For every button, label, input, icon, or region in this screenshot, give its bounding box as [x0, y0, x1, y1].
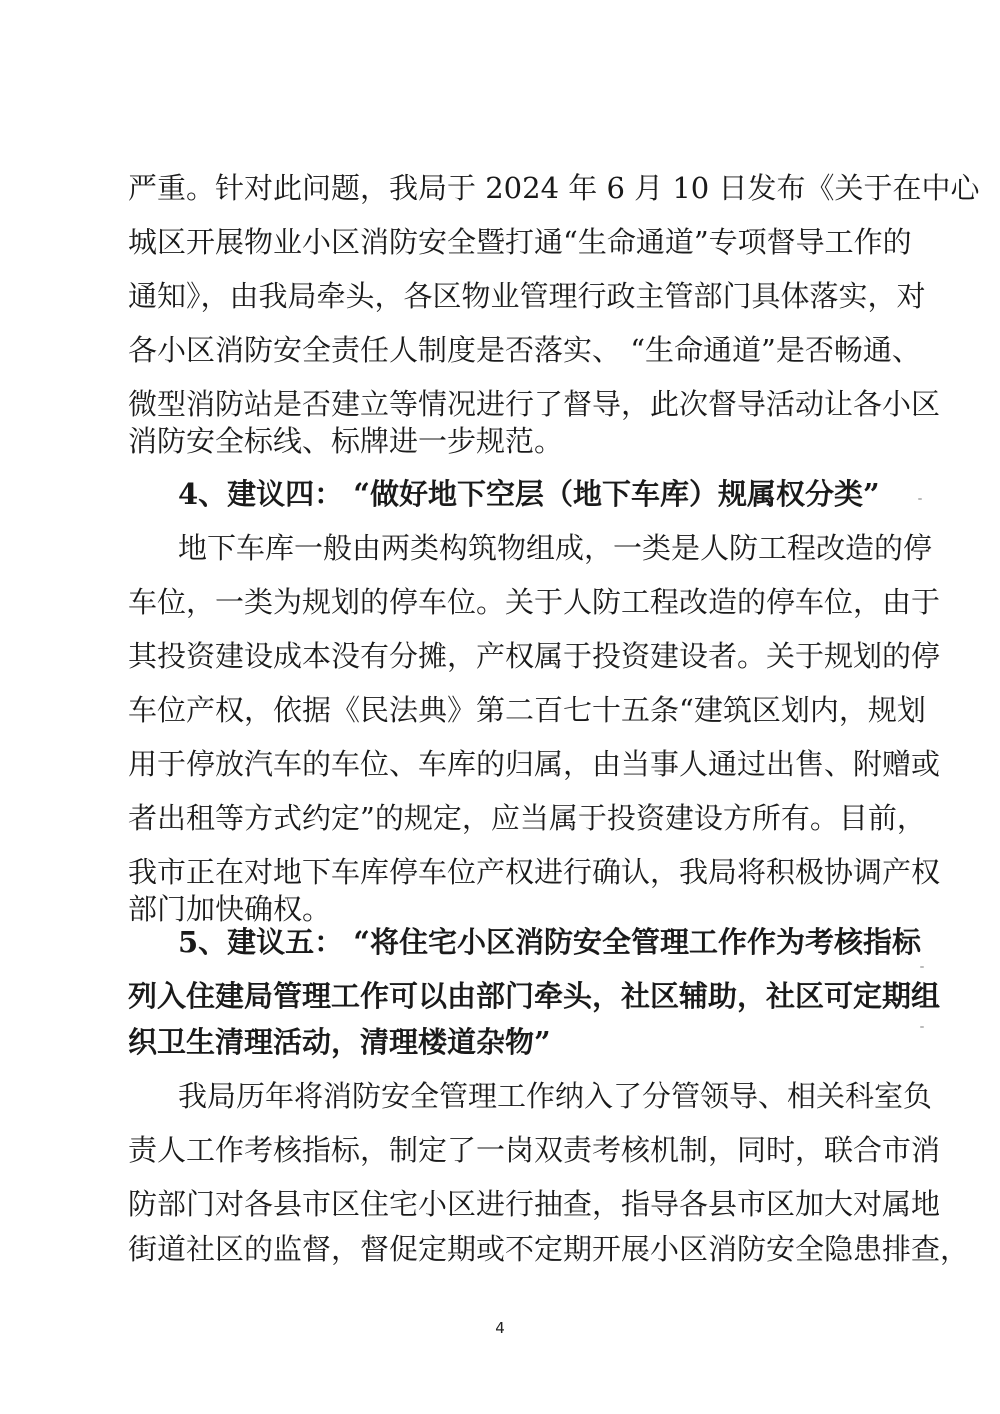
text-line: 城区开展物业小区消防安全暨打通“生命通道”专项督导工作的 — [128, 225, 912, 259]
text-line: 防部门对各县市区住宅小区进行抽查，指导各县市区加大对属地 — [128, 1187, 941, 1221]
text-line: 我市正在对地下车库停车位产权进行确认，我局将积极协调产权 — [128, 855, 941, 889]
text-line: 用于停放汽车的车位、车库的归属，由当事人通过出售、附赠或 — [128, 747, 941, 781]
text-line: 我局历年将消防安全管理工作纳入了分管领导、相关科室负 — [178, 1079, 933, 1113]
heading-line: 5、建议五： “将住宅小区消防安全管理工作作为考核指标 — [178, 925, 921, 959]
text-line: 各小区消防安全责任人制度是否落实、 “生命通道”是否畅通、 — [128, 333, 921, 367]
text-line: 部门加快确权。 — [128, 892, 332, 926]
section-heading: 4、建议四： “做好地下空层（地下车库）规属权分类” — [178, 477, 880, 511]
text-line: 微型消防站是否建立等情况进行了督导，此次督导活动让各小区 — [128, 387, 941, 421]
heading-line: 列入住建局管理工作可以由部门牵头，社区辅助，社区可定期组 — [128, 979, 941, 1013]
scan-speck — [918, 498, 922, 500]
text-line: 通知》，由我局牵头，各区物业管理行政主管部门具体落实，对 — [128, 279, 926, 313]
scan-speck — [920, 1026, 924, 1028]
text-line: 街道社区的监督，督促定期或不定期开展小区消防安全隐患排查， — [128, 1232, 970, 1266]
text-line: 其投资建设成本没有分摊，产权属于投资建设者。关于规划的停 — [128, 639, 941, 673]
text-line: 地下车库一般由两类构筑物组成，一类是人防工程改造的停 — [178, 531, 933, 565]
text-line: 车位产权，依据《民法典》第二百七十五条“建筑区划内，规划 — [128, 693, 926, 727]
text-line: 消防安全标线、标牌进一步规范。 — [128, 424, 564, 458]
text-line: 车位，一类为规划的停车位。关于人防工程改造的停车位，由于 — [128, 585, 941, 619]
text-line: 责人工作考核指标，制定了一岗双责考核机制，同时，联合市消 — [128, 1133, 941, 1167]
heading-line: 织卫生清理活动，清理楼道杂物” — [128, 1025, 551, 1059]
text-line: 严重。针对此问题，我局于 2024 年 6 月 10 日发布《关于在中心 — [128, 171, 980, 205]
page-number: 4 — [495, 1319, 505, 1337]
scan-speck — [920, 966, 924, 968]
text-line: 者出租等方式约定”的规定，应当属于投资建设方所有。目前， — [128, 801, 926, 835]
